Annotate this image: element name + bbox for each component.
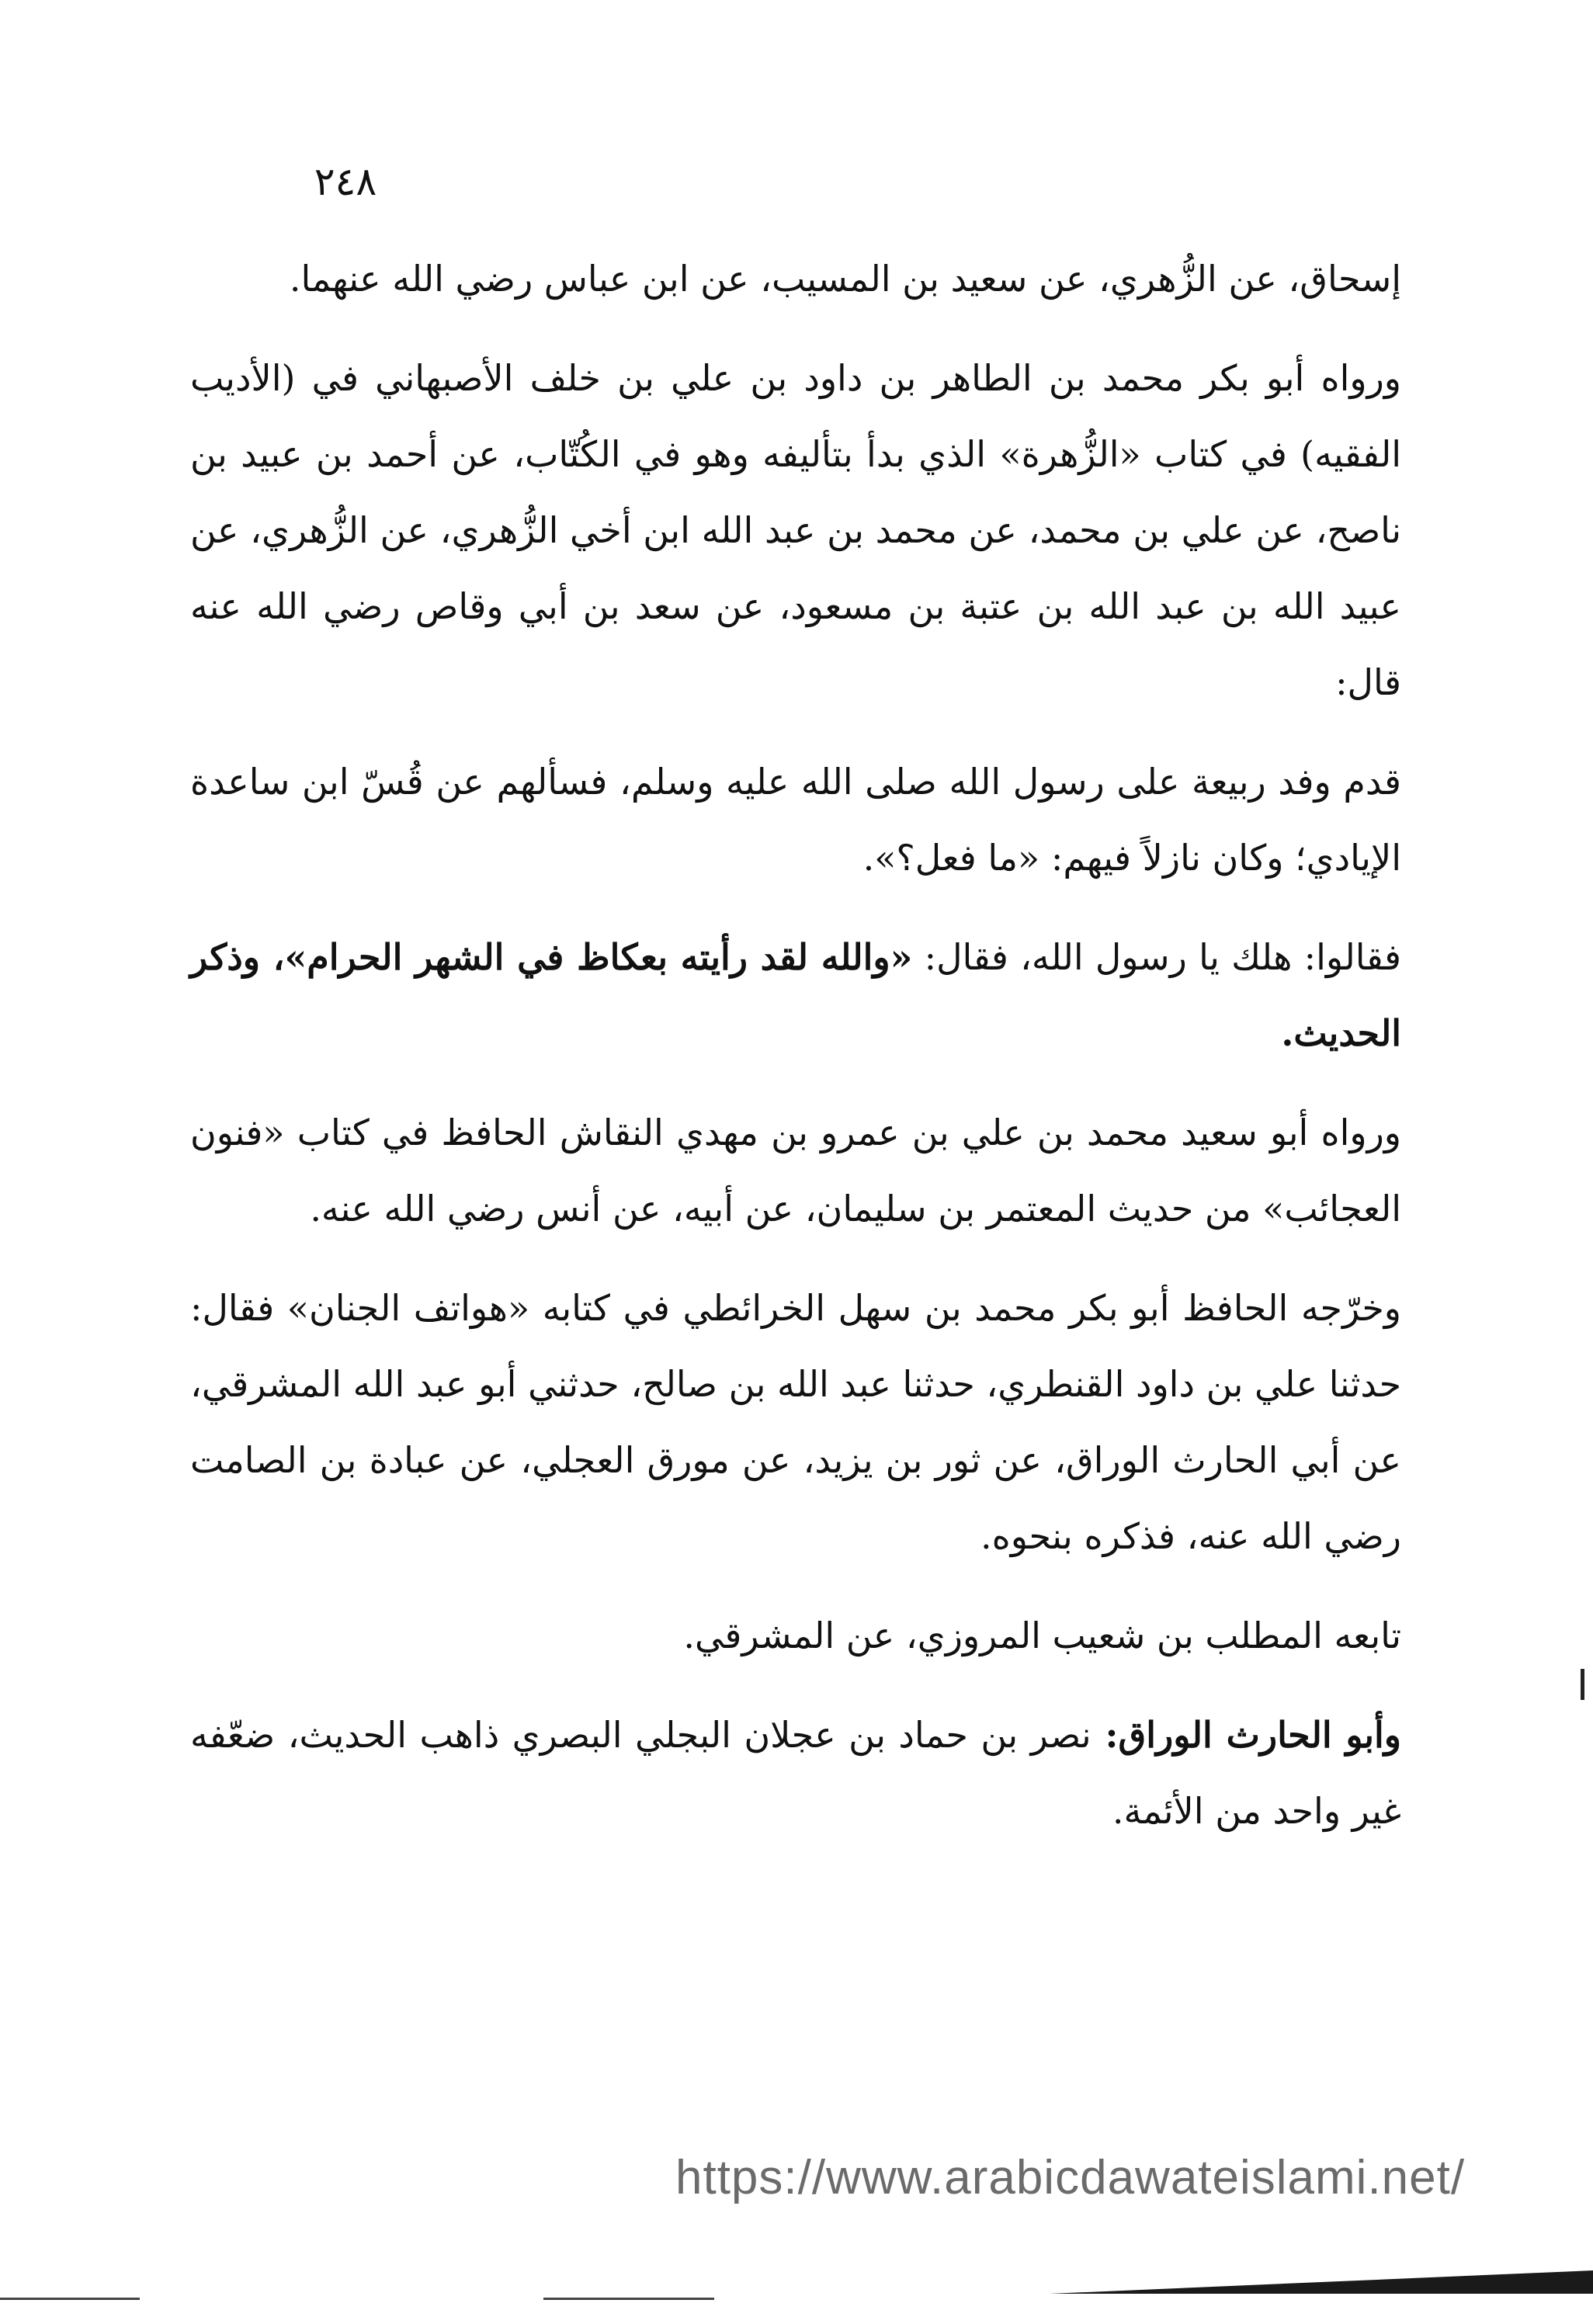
paragraph-2: ورواه أبو بكر محمد بن الطاهر بن داود بن علي بن خلف الأصبهاني في (الأديب الفقيه) في كتاب «الزُّهرة» الذي بدأ بتأليفه وهو في الكُتّاب، عن أحمد بن عبيد بن ناصح، عن علي بن محمد، عن محمد بن عبد الله ابن أخي الزُّهري، عن الزُّهري، عن عبيد الله بن عبد الله بن عتبة بن مسعود، عن سعد بن أبي وقاص رضي الله عنه قال: [190,357,1401,703]
margin-mark [1581,1669,1584,1700]
paragraph-7: تابعه المطلب بن شعيب المروزي، عن المشرقي. [683,1615,1401,1656]
paragraph-8-bold: وأبو الحارث الوراق: [1091,1714,1401,1756]
paragraph-3: قدم وفد ربيعة على رسول الله صلى الله عليه وسلم، فسألهم عن قُسّ ابن ساعدة الإيادي؛ وكان نازلاً فيهم: «ما فعل؟». [190,761,1401,879]
paragraph-4 [190,919,1401,1071]
paragraph-4-plain: فقالوا: هلك يا رسول الله، فقال: [912,936,1401,978]
bottom-edge-shadow [1050,2270,1593,2294]
paragraph-4-bold: «والله لقد رأيته بعكاظ في الشهر الحرام»، وذكر الحديث. [190,936,1401,1054]
bottom-rule-middle [543,2298,714,2300]
paragraph-6: وخرّجه الحافظ أبو بكر محمد بن سهل الخرائطي في كتابه «هواتف الجنان» فقال: حدثنا علي بن داود القنطري، حدثنا عبد الله بن صالح، حدثني أبو عبد الله المشرقي، عن أبي الحارث الوراق، عن ثور بن يزيد، عن مورق العجلي، عن عبادة بن الصامت رضي الله عنه، فذكره بنحوه. [190,1287,1402,1557]
page-number: ٢٤٨ [314,159,377,204]
main-text [190,241,1401,1872]
paragraph-5: ورواه أبو سعيد محمد بن علي بن عمرو بن مهدي النقاش الحافظ في كتاب «فنون العجائب» من حديث المعتمر بن سليمان، عن أبيه، عن أنس رضي الله عنه. [190,1112,1401,1230]
footer-url-link[interactable]: https://www.arabicdawateislami.net/ [675,2151,1466,2204]
paragraph-8-plain: نصر بن حماد بن عجلان البجلي البصري ذاهب الحديث، ضعّفه غير واحد من الأئمة. [190,1714,1401,1832]
paragraph-1: إسحاق، عن الزُّهري، عن سعيد بن المسيب، عن ابن عباس رضي الله عنهما. [289,258,1401,300]
paragraph-8 [190,1697,1401,1849]
bottom-rule-left [0,2298,140,2300]
